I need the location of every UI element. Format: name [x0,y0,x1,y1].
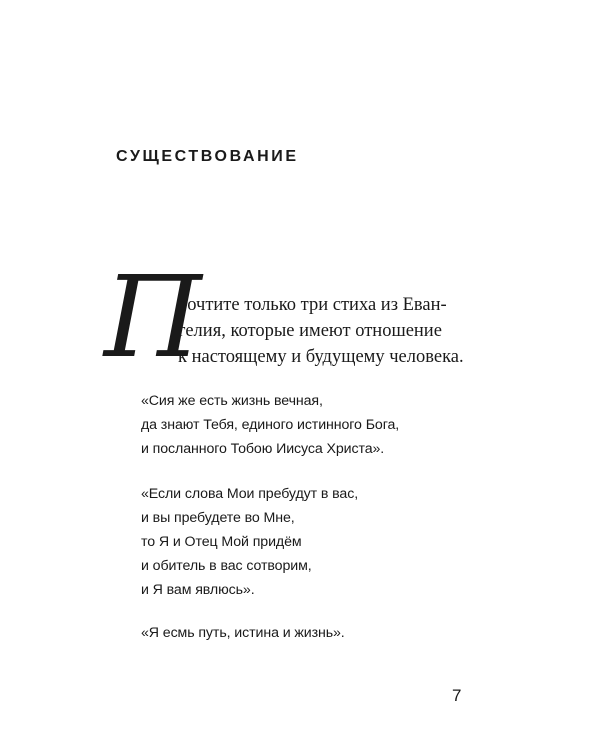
quote-line: и посланного Тобою Иисуса Христа». [141,441,385,457]
chapter-title: СУЩЕСТВОВАНИЕ [116,148,299,165]
quote-line: и вы пребудете во Мне, [141,510,295,526]
scripture-quote-eternal-life [141,389,399,461]
quote-line: то Я и Отец Мой придём [141,534,302,550]
scripture-quote-abide [141,482,358,602]
scripture-quote-way-truth-life [141,621,345,645]
quote-line: «Я есмь путь, истина и жизнь». [141,625,345,641]
intro-line: к настоящему и будущему человека. [178,347,464,367]
intro-paragraph [178,292,478,370]
quote-line: да знают Тебя, единого истинного Бога, [141,417,400,433]
intro-line: рочтите только три стиха из Еван- [178,295,447,315]
page-number: 7 [452,686,462,705]
quote-line: «Сия же есть жизнь вечная, [141,393,323,409]
quote-line: «Если слова Мои пребудут в вас, [141,486,359,502]
quote-line: и обитель в вас сотворим, [141,558,312,574]
intro-line: гелия, которые имеют отношение [178,321,442,341]
quote-line: и Я вам явлюсь». [141,582,255,598]
drop-cap-letter: П [104,253,202,383]
